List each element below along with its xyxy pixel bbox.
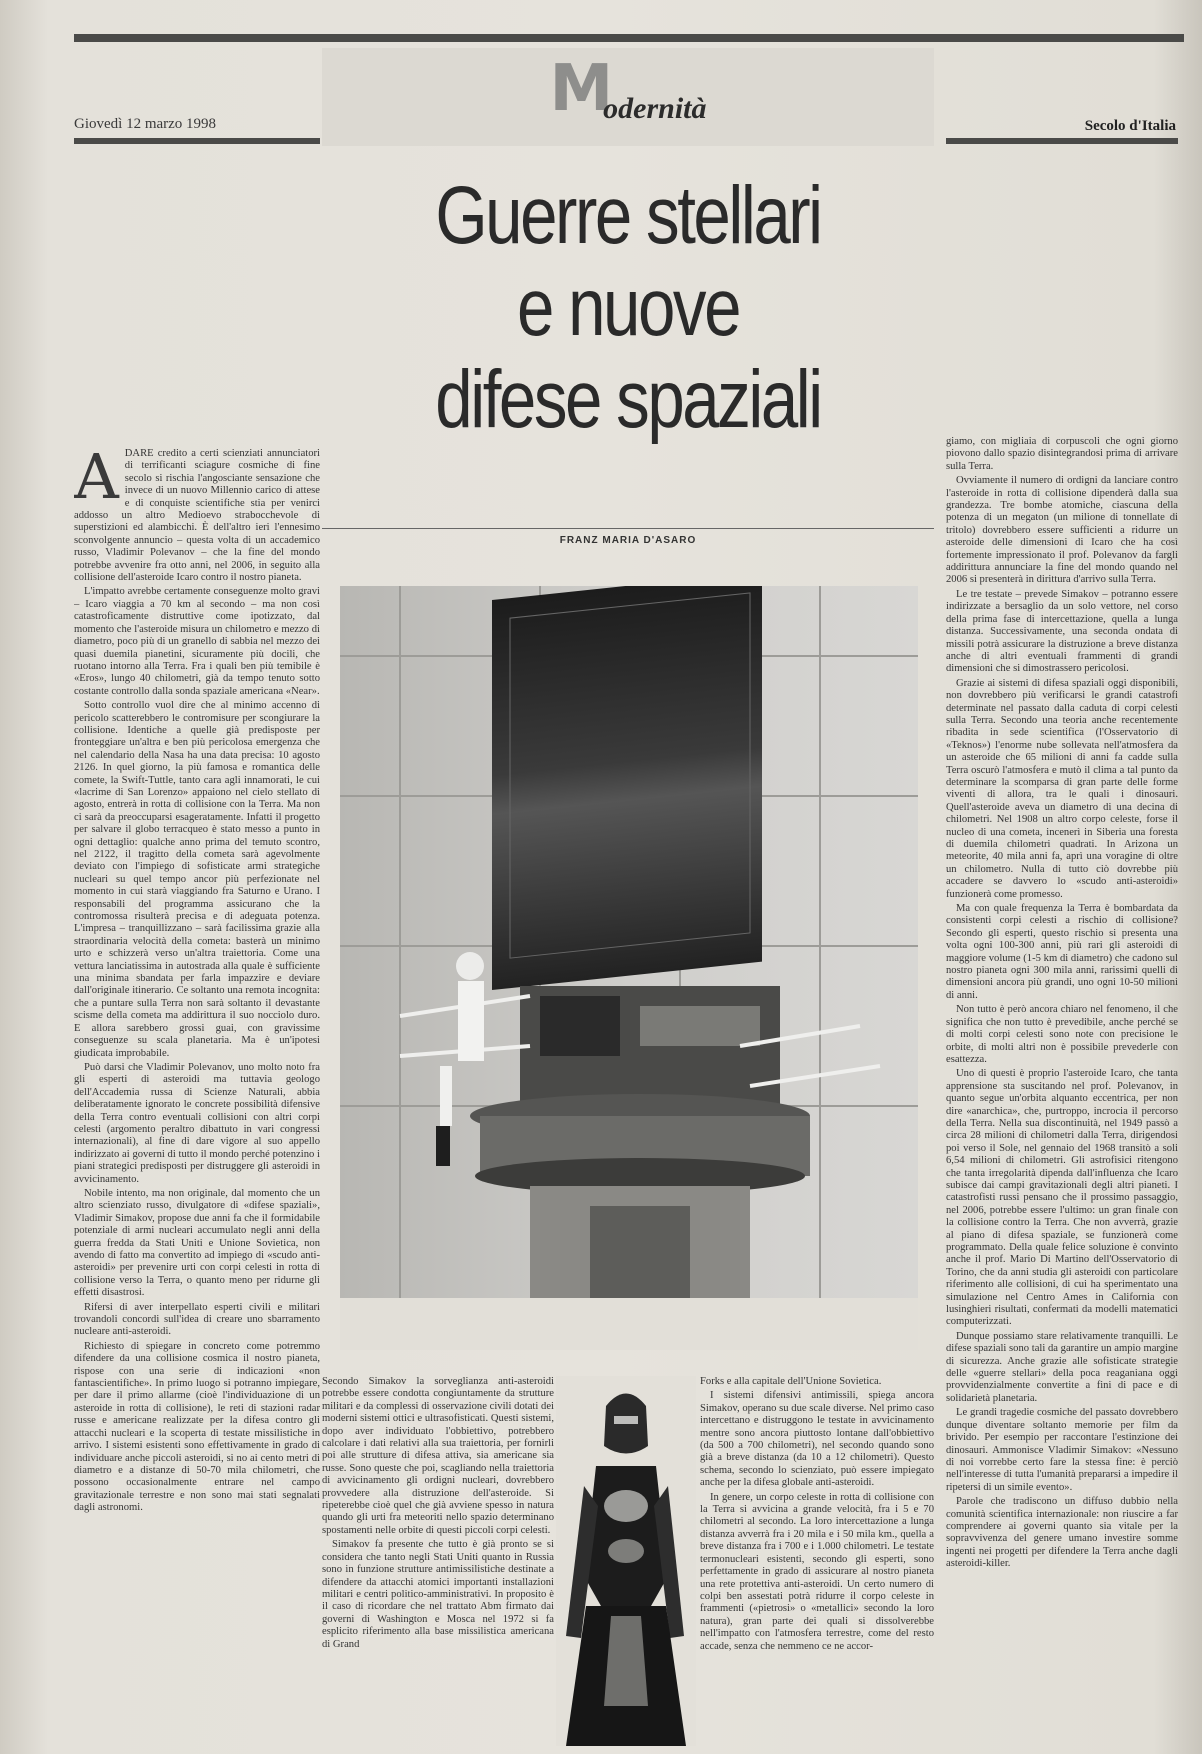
byline-rule <box>322 528 934 529</box>
article-paragraph: In genere, un corpo celeste in rotta di collisione con la Terra si avvicina a grande velocità, fra i 5 e 70 chilometri al secondo. La loro intercettazione a lunga distanza avverrà fra i 20 mila e i 50 mila km., quella a breve distanza fra i 700 e i 1.000 chilometri. Le testate termonucleari esistenti, secondo gli esperti, sono perfettamente in grado di assicurare al nostro pianeta una rete protettiva anti-asteroidi. Un certo numero di colpi ben assestati potrà ridurre il corpo celeste in frammenti («pietrosi» o «metallici» secondo la loro natura), gran parte dei quali si dissolverebbe nell'impatto con l'atmosfera terrestre, come del resto accade, senza che nemmeno ce ne accor- <box>700 1491 934 1652</box>
article-paragraph: giamo, con migliaia di corpuscoli che ogni giorno piovono dallo spazio disintegrandosi prima di arrivare sulla Terra. <box>946 436 1178 472</box>
headline-line: e nuove <box>516 262 740 353</box>
top-rule <box>74 34 1184 42</box>
headline <box>377 170 879 446</box>
article-column-bottom-3 <box>700 1376 934 1746</box>
article-paragraph: Uno di questi è proprio l'asteroide Icaro, che tanta apprensione sta suscitando nel prof. Polevanov, in quanto segue un'orbita alquanto eccentrica, per non dire «anarchica», che, purtroppo, incrocia il percorso della Terra. Nella sua discontinuità, nel 1949 passò a circa 28 milioni di chilometri dalla Terra, dirigendosi poi verso il Sole, nel gennaio del 1968 transitò a soli 6,54 milioni di chilometri. Gli astrofisici ritengono che tanta irregolarità dipenda dall'influenza che Icaro subisce dai campi gravitazionali degli altri pianeti. I catastrofisti russi pensano che il prossimo passaggio, nel 2006, potrebbe essere l'ultimo: un gran finale con la collisione contro la Terra. Che non avverrà, grazie al piano di difesa spaziale, se funzionerà come programmato. Della quale felice soluzione è convinto anche il prof. Mario Di Martino dell'Osservatorio di Torino, che da anni studia gli asteroidi con particolare riferimento alle collisioni, di cui ha sperimentato una simulazione nel Centro Ames in California con lusinghieri risultati, confermati da modelli matematici computerizzati. <box>946 1068 1178 1328</box>
article-paragraph: Simakov fa presente che tutto è già pronto se si considera che tanto negli Stati Uniti quanto in Russia sono in funzione strutture antimissilistiche destinate a difendere da attacchi atomici importanti installazioni militari e centri politico-amministrativi. In proposito è il caso di ricordare che nel trattato Abm firmato dai governi di Washington e Mosca nel 1972 si fa esplicito riferimento alla base missilistica americana di Grand <box>322 1539 554 1650</box>
article-paragraph: Forks e alla capitale dell'Unione Sovietica. <box>700 1376 882 1387</box>
photo-bottom-margin <box>340 1298 918 1350</box>
robot-figure-icon <box>556 1376 696 1746</box>
article-paragraph: Le tre testate – prevede Simakov – potranno essere indirizzate a bersaglio da un solo vettore, nel corso della prima fase di intercettazione, quella a lunga distanza. Successivamente, una seconda ondata di missili potrà assicurare la distruzione a breve distanza anche di altri eventuali frammenti di grandi dimensioni che si dimostrassero pericolosi. <box>946 588 1178 675</box>
article-paragraph: Grazie ai sistemi di difesa spaziali oggi disponibili, non dovrebbero più verificarsi le grandi catastrofi determinate nel passato dalla caduta di corpi celesti sulla Terra. Secondo una teoria anche recentemente ribadita in sede scientifica (l'Osservatorio di «Teknos») l'enorme nube sollevata nell'atmosfera da un asteroide che 65 milioni di anni fa cadde sulla Terra oscurò l'atmosfera e mutò il clima a tal punto da determinare la scomparsa di gran parte delle forme viventi di allora, tra le quali i dinosauri. Quell'asteroide aveva un diametro di una decina di chilometri. Nel 1908 un altro corpo celeste, forse il nucleo di una cometa, incenerì in Siberia una foresta di duemila chilometri quadrati. In Arizona un meteorite, 40 mila anni fa, aprì una voragine di oltre un chilometro. Nulla di tutto ciò dovrebbe più accadere se davvero lo «scudo anti-asteroidi» funzionerà come promesso. <box>946 677 1178 900</box>
header-rule-left <box>74 138 320 144</box>
article-paragraph: Può darsi che Vladimir Polevanov, uno molto noto fra gli esperti di asteroidi ma tuttavia geologo dell'Accademia russa di Scienze Naturali, abbia deliberatamente ignorato le concrete possibilità difensive della Terra contro eventuali collisioni con altri corpi celesti (argomento peraltro dibattuto in vari congressi internazionali), al fine di dare vigore al suo appello indirizzato ai governi di tutto il mondo perché potenzino i piani strategici predisposti per distruggere gli asteroidi in avvicinamento. <box>74 1061 320 1185</box>
dateline: Giovedì 12 marzo 1998 <box>74 116 217 132</box>
article-paragraph: Parole che tradiscono un diffuso dubbio nella comunità scientifica internazionale: non riuscire a far comprendere ai governi quanto sia vitale per la sopravvivenza del genere umano investire somme ingenti nei progetti per difendere la Terra anche dagli asteroidi-killer. <box>946 1496 1178 1570</box>
satellite-photo <box>340 586 918 1298</box>
article-column-bottom-1 <box>322 1376 554 1746</box>
byline: FRANZ MARIA D'ASARO <box>559 535 697 546</box>
article-column-right <box>946 436 1178 1746</box>
article-paragraph: Secondo Simakov la sorveglianza anti-asteroidi potrebbe essere condotta congiuntamente da strutture militari e da complessi di osservazione civili dotati dei moderni sistemi ottici e ultrasofisticati. Questi sistemi, dopo aver individuato l'obbiettivo, potrebbero calcolare i dati relativi alla sua traiettoria, per fornirli poi alle strutture di difesa attiva, sia americane sia russe. Sono queste che poi, scagliando nella traiettoria di avvicinamento gli ordigni nucleari, dovrebbero provvedere alla distruzione dell'asteroide. Si ripeterebbe cioè quel che già avviene spesso in natura quando gli urti fra meteoriti nello spazio determinano spostamenti nelle orbite di questi piccoli corpi celesti. <box>322 1376 554 1536</box>
article-paragraph: Ma con quale frequenza la Terra è bombardata da consistenti corpi celesti a rischio di collisione? Secondo gli esperti, questo rischio si presenta una volta ogni 100-300 anni, più rari gli asteroidi di maggiore volume (1-5 km di diametro) che cadono sul nostro pianeta ogni 300 mila anni, rarissimi quelli di dimensioni ancora più grandi, uno ogni 10-50 milioni di anni. <box>946 903 1178 1001</box>
drop-cap: A <box>74 448 119 513</box>
article-paragraph: Ovviamente il numero di ordigni da lanciare contro l'asteroide in rotta di collisione dipenderà dalla sua grandezza. Tre bombe atomiche, ciascuna della potenza di un megaton (un milione di tonnellate di tritolo) dovrebbero essere sufficienti a ridurre un asteroide delle dimensioni di Icaro che ha così fortemente impressionato il prof. Polevanov da fargli addirittura annunciare la fine del mondo quando nel 2006 si presenterà in dirittura d'arrivo sulla Terra. <box>946 475 1178 586</box>
article-paragraph: Richiesto di spiegare in concreto come potremmo difendere da una collisione cosmica il nostro pianeta, rispose con una serie di indicazioni «non fantascientifiche». In primo luogo si potranno impiegare, per dare il primo allarme (cioè l'individuazione di un asteroide in rotta di collisione), le reti di stazioni radar russe e americane realizzate per la difesa contro gli attacchi nucleari e la scoperta di testate missilistiche in arrivo. I sistemi esistenti sono effettivamente in grado di individuare anche piccoli asteroidi, si no ai cento metri di diametro e a distanze di 50-70 mila chilometri, che possono occasionalmente entrare nel campo gravitazionale terrestre e non sono mai stati segnalati dagli astronomi. <box>74 1340 320 1514</box>
satellite-photo-icon <box>340 586 918 1298</box>
article-paragraph: Sotto controllo vuol dire che al minimo accenno di pericolo scatterebbero le contromisure per scongiurare la collisione. Identiche a quelle già predisposte per fronteggiare un'altra e ben più pericolosa emergenza che nel calendario della Nasa ha una data precisa: 10 agosto 2126. In quel giorno, la più famosa e romantica delle comete, la Swift-Tuttle, tanto cara agli innamorati, le cui «lacrime di San Lorenzo» appaiono nel cielo stellato di agosto, entrerà in rotta di collisione con la Terra. Ma non ci sarà da preoccuparsi esageratamente. Infatti il progetto per salvare il globo terracqueo è stato messo a punto in ogni dettaglio: qualche anno prima del temuto scontro, nel 2122, il tragitto della cometa sarà agevolmente deviato con l'impiego di sofisticate armi strategiche nucleari su quel tempo ancor più perfezionate nel momento in cui starà viaggiando fra Saturno e Urano. I responsabili del programma assicurano che la contromossa risulterà precisa e di adeguata potenza. L'impresa – tranquillizzano – sarà facilissima grazie alla straordinaria velocità della cometa: basterà un minimo urto e schizzerà verso un'altra traiettoria. Come una vettura lanciatissima in autostrada alla quale è sufficiente una minima sbandata per farla impazzire e deviare dall'originale itinerario. Ce soltanto una remota incognita: che a puntare sulla Terra non sarà soltanto il devastante scisme della cometa ma addirittura il suo nocciolo duro. E allora sarebbero grossi guai, con gravissime conseguenze su scala planetaria. Ma è un'ipotesi giudicata improbabile. <box>74 700 320 1059</box>
article-paragraph: L'impatto avrebbe certamente conseguenze molto gravi – Icaro viaggia a 70 km al secondo – ma non così catastroficamente distruttive come ipotizzato, dal momento che l'asteroide misura un chilometro e mezzo di diametro, poco più di un granello di sabbia nel mezzo dei quasi duemila pianetini, sicuramente più docili, che ruotano intorno alla Terra. Fra i quali ben più temibile è «Eros», lungo 40 chilometri, già da tempo tenuto sotto costante controllo dalla sonda spaziale americana «Near». <box>74 586 320 697</box>
article-paragraph: Le grandi tragedie cosmiche del passato dovrebbero dunque diventare soltanto memorie per film da brivido. Per esempio per raccontare l'estinzione dei dinosauri. Ammonisce Vladimir Simakov: «Nessuno di noi vorrebbe certo fare la stessa fine: è perciò nell'interesse di tutta l'umanità prepararsi a impedire il ripetersi di un simile evento». <box>946 1407 1178 1493</box>
header-rule-right <box>946 138 1178 144</box>
robot-figure <box>556 1376 696 1746</box>
article-paragraph: Non tutto è però ancora chiaro nel fenomeno, il che significa che non tutto è prevedibile, anche perché se di molti corpi celesti sono note con precisione le orbite, di molti altri non è possibile prevederle con esattezza. <box>946 1004 1178 1065</box>
article-paragraph: Rifersi di aver interpellato esperti civili e militari trovandoli concordi sull'idea di creare uno sbarramento nucleare anti-asteroidi. <box>74 1301 320 1338</box>
paper-name: Secolo d'Italia <box>1084 118 1176 134</box>
headline-line: Guerre stellari <box>435 170 821 261</box>
section-initial: M <box>549 52 612 126</box>
article-paragraph: I sistemi difensivi antimissili, spiega ancora Simakov, operano su due scale diverse. Nel primo caso intercettano e distruggono le testate in avvicinamento mentre sono ancora piuttosto lontane dall'obbiettivo (da 500 a 700 chilometri), nel secondo quando sono già a breve distanza (da 10 a 12 chilometri). Questo schema, secondo lo scienziato, può essere impiegato anche per la difesa globale anti-asteroidi. <box>700 1390 934 1489</box>
article-paragraph: Dunque possiamo stare relativamente tranquilli. Le difese spaziali sono tali da garantire un ampio margine di sicurezza. Anche grazie alle sofisticate strategie delle «guerre stellari» della poca reaganiana oggi provvidenzialmente convertite a fini di pace e di solidarietà planetaria. <box>946 1330 1178 1404</box>
section-title <box>322 52 934 126</box>
article-paragraph: Nobile intento, ma non originale, dal momento che un altro scienziato russo, divulgatore di «difese spaziali», Vladimir Simakov, propose due anni fa che il formidabile potenziale di armi nucleari accumulato negli anni della guerra fredda da Stati Uniti e Unione Sovietica, non avendo di fatto ma convertito ad impiego di «scudo anti-asteroidi» per prevenire urti con corpi celesti in rotta di collisione verso la Terra, o quanto meno per ridurne gli effetti disastrosi. <box>74 1187 320 1299</box>
headline-line: difese spaziali <box>435 354 821 445</box>
article-paragraph: ADARE credito a certi scienziati annunciatori di terrificanti sciagure cosmiche di fine secolo si rischia l'angosciante sensazione che invece di un nuovo Millennio carico di attese e di conquiste scientifiche stia per venirci addosso un altro Medioevo strabocchevole di superstizioni ed alambicchi. È dell'altro ieri l'ennesimo sconvolgente annuncio – questa volta di un accademico russo, Vladimir Polevanov – che la fine del mondo potrebbe avvenire fra otto anni, nel 2006, in seguito alla collisione dell'asteroide Icaro contro il nostro pianeta. <box>74 448 320 584</box>
article-column-left <box>74 448 320 1748</box>
section-name: odernità <box>603 92 707 125</box>
